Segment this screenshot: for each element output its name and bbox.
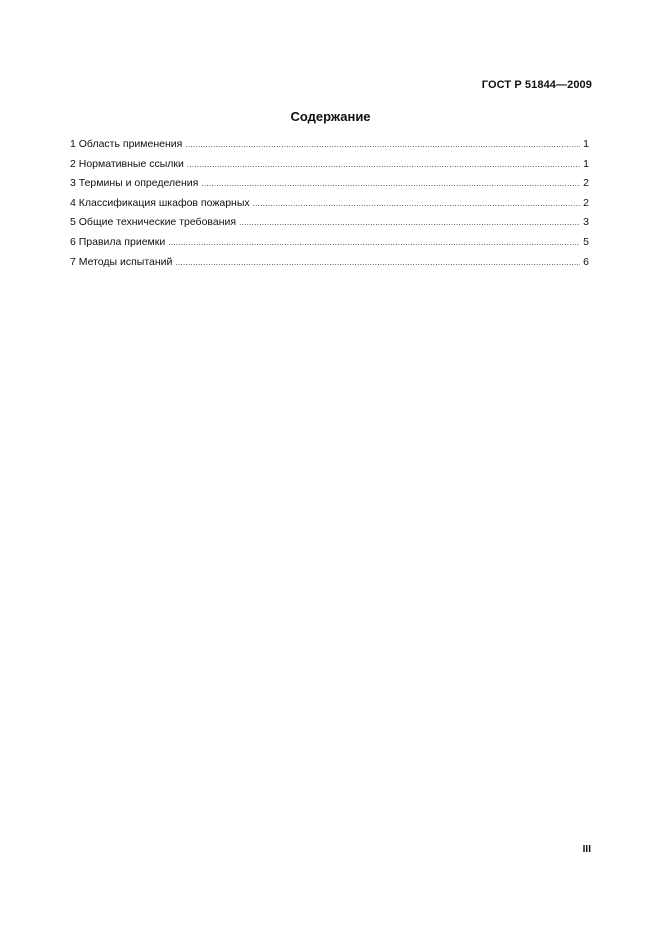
toc-entry[interactable] <box>70 196 589 216</box>
toc-entry-label: 5 Общие технические требования <box>70 216 237 229</box>
toc-dot-leader <box>201 176 580 191</box>
toc-dot-leader <box>185 137 580 152</box>
toc-dot-leader <box>239 215 580 230</box>
toc-entry[interactable] <box>70 255 589 275</box>
toc-entry-page: 6 <box>583 255 589 268</box>
page-number: III <box>582 844 591 855</box>
toc-dot-leader <box>175 255 580 270</box>
toc-entry-label: 1 Область применения <box>70 138 183 150</box>
toc-entry-page: 2 <box>583 196 589 209</box>
toc-dot-leader <box>253 196 581 211</box>
toc-entry[interactable] <box>70 235 589 255</box>
toc-entry-label: 2 Нормативные ссылки <box>70 157 184 170</box>
toc-entry-label: 4 Классификация шкафов пожарных <box>70 196 250 209</box>
toc-entry-label: 3 Термины и определения <box>70 177 199 190</box>
toc-entry-page: 5 <box>583 235 589 248</box>
toc-entry[interactable] <box>70 176 589 196</box>
document-code: ГОСТ Р 51844—2009 <box>481 79 592 91</box>
toc-entry-page: 1 <box>583 157 589 170</box>
table-of-contents <box>70 137 589 274</box>
toc-entry[interactable] <box>70 137 589 157</box>
toc-entry[interactable] <box>70 215 589 235</box>
toc-entry-page: 1 <box>583 138 589 150</box>
toc-dot-leader <box>168 235 580 250</box>
toc-dot-leader <box>187 157 580 172</box>
toc-entry-page: 2 <box>583 177 589 190</box>
toc-entry[interactable] <box>70 157 589 177</box>
contents-title: Содержание <box>290 109 371 124</box>
toc-entry-label: 6 Правила приемки <box>70 235 166 248</box>
toc-entry-label: 7 Методы испытаний <box>70 255 173 268</box>
toc-entry-page: 3 <box>583 216 589 229</box>
